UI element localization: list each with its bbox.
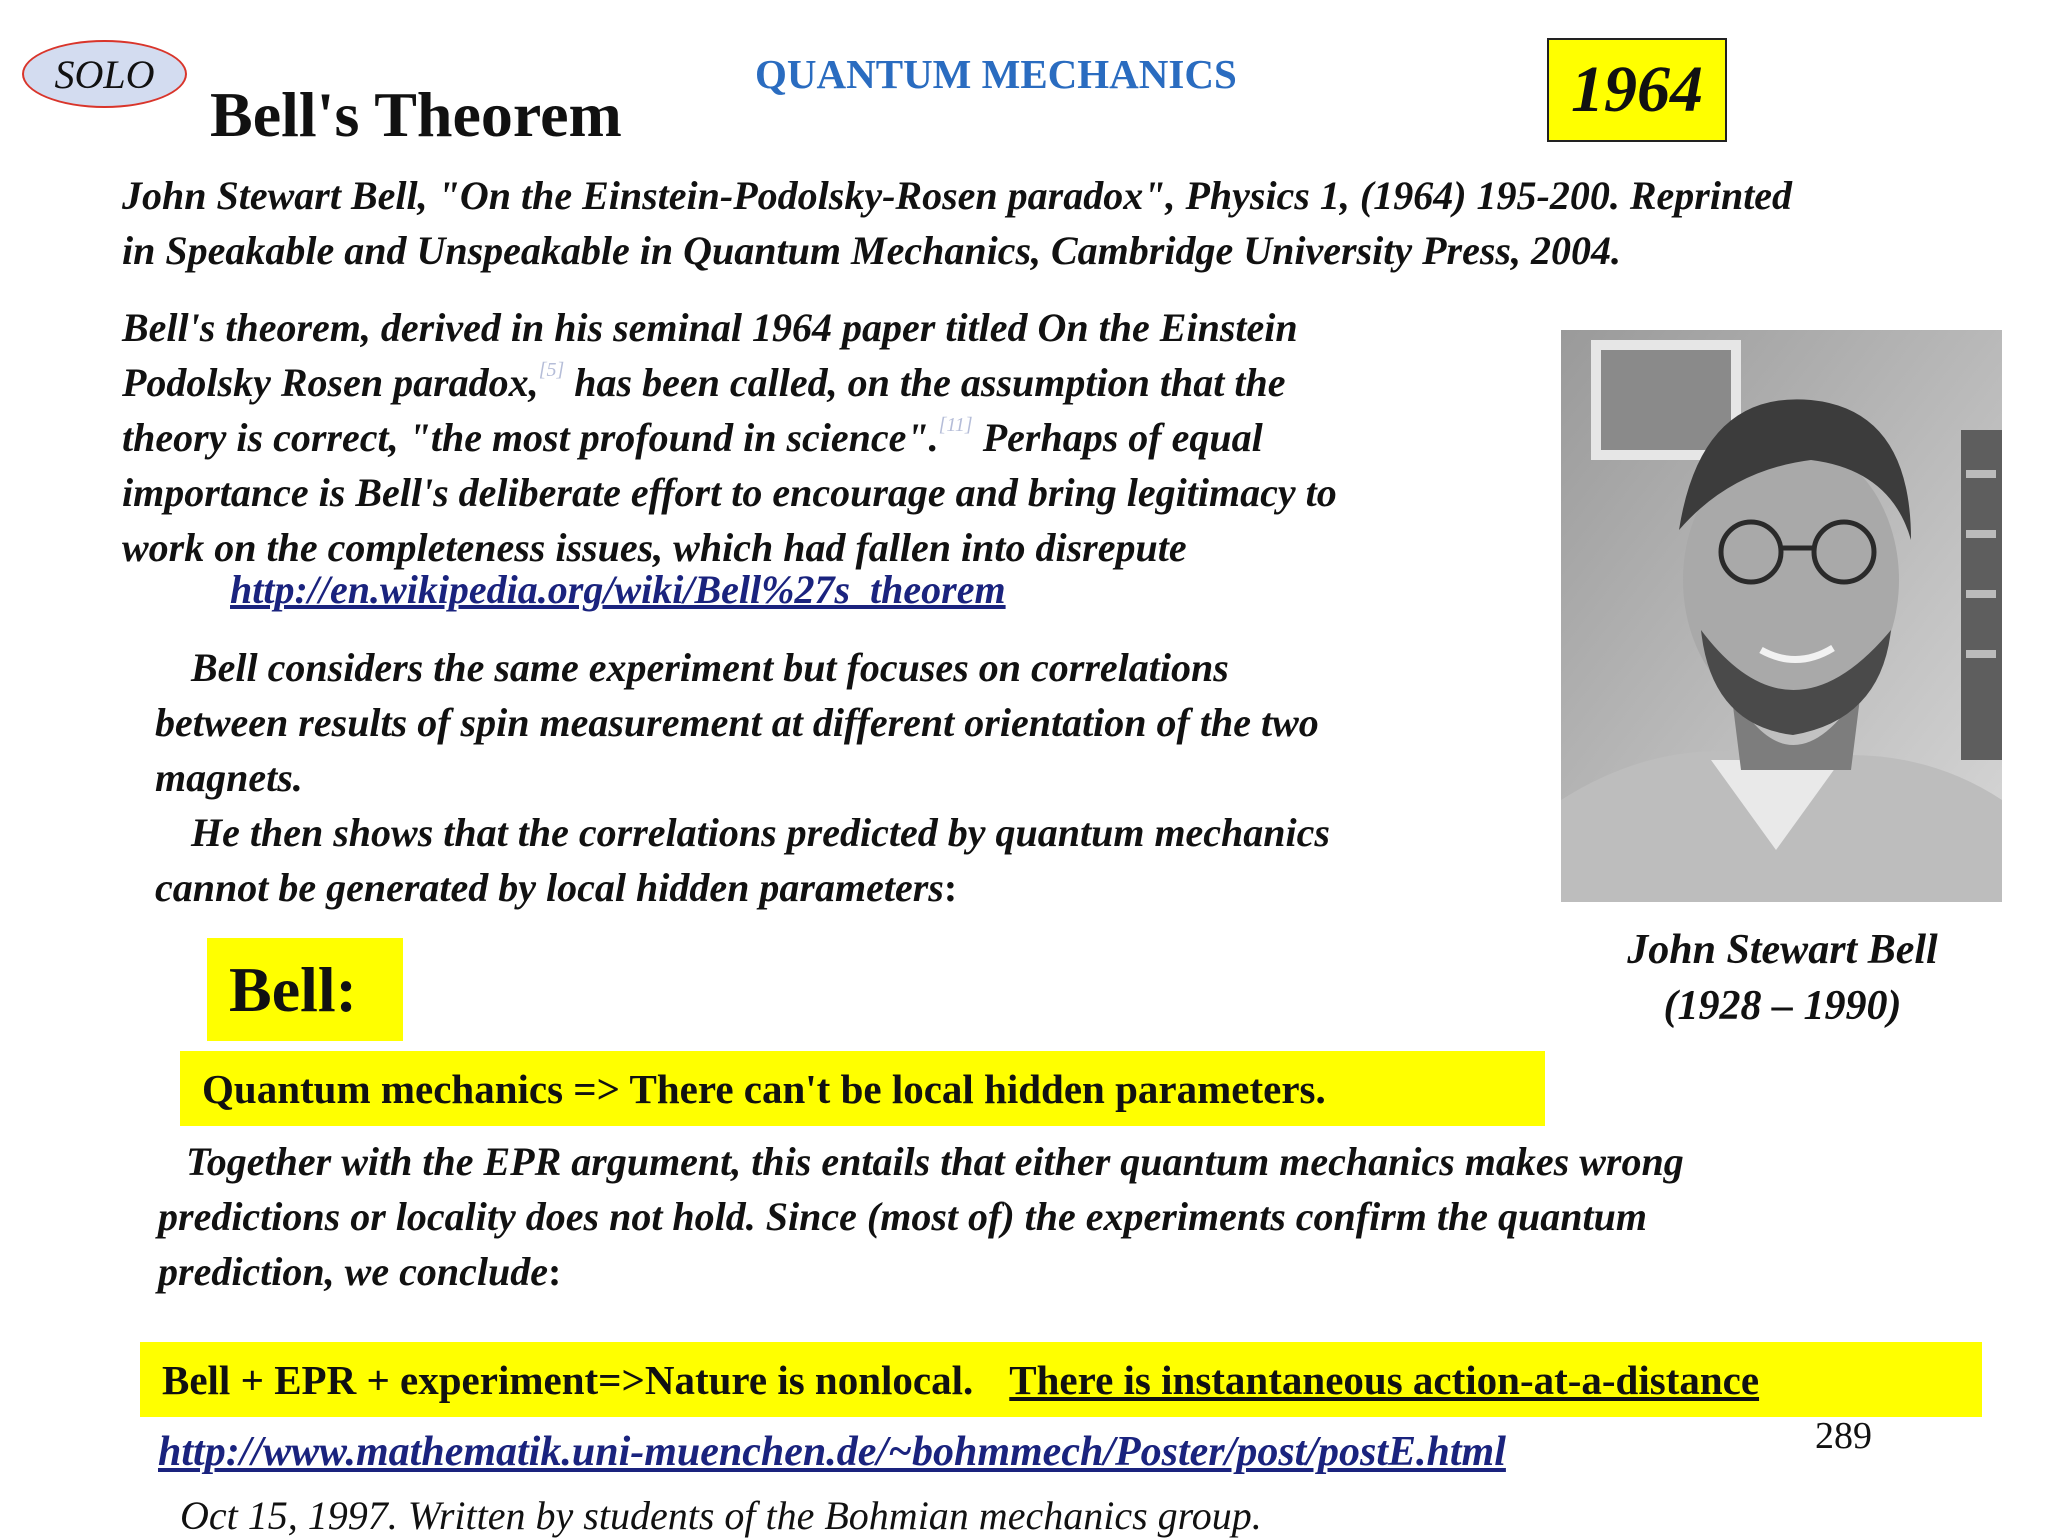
wiki-line-3-b: Perhaps of equal xyxy=(972,415,1263,460)
wikipedia-link[interactable]: http://en.wikipedia.org/wiki/Bell%27s_theorem xyxy=(230,567,1006,612)
para3-line-1: Together with the EPR argument, this entails that either quantum mechanics makes wrong xyxy=(186,1139,1684,1184)
quantum-statement: Quantum mechanics => There can't be local hidden parameters. xyxy=(202,1065,1326,1112)
bell-label-box xyxy=(207,938,403,1041)
wiki-line-2 xyxy=(122,355,1562,410)
reference-5[interactable]: [5] xyxy=(538,359,565,381)
page-number: 289 xyxy=(1815,1415,1872,1457)
conclusion-part-2: There is instantaneous action-at-a-distance xyxy=(1009,1356,1760,1403)
para2-line-1: Bell considers the same experiment but focuses on correlations xyxy=(191,645,1229,690)
solo-badge xyxy=(22,40,187,108)
solo-label: SOLO xyxy=(54,51,155,97)
para2-line-5-text: cannot be generated by local hidden parameters xyxy=(155,865,944,910)
conclusion-part-1: Bell + EPR + experiment=>Nature is nonlocal. xyxy=(162,1356,974,1403)
para2-line-5 xyxy=(155,860,1555,915)
conclusion-box xyxy=(140,1342,1982,1417)
wiki-line-1: Bell's theorem, derived in his seminal 1964 paper titled On the Einstein xyxy=(122,305,1298,350)
quantum-statement-box xyxy=(180,1051,1545,1126)
slide-title: Bell's Theorem xyxy=(210,79,622,150)
caption-dates: (1928 – 1990) xyxy=(1663,983,1902,1029)
para2-line-4: He then shows that the correlations predicted by quantum mechanics xyxy=(191,810,1330,855)
para3-line-3-colon: : xyxy=(547,1249,562,1294)
para2-line-5-colon: : xyxy=(943,865,958,910)
portrait-photo xyxy=(1561,330,2002,902)
para3-line-3 xyxy=(158,1244,2018,1299)
wiki-line-5: work on the completeness issues, which had fallen into disrepute xyxy=(122,525,1187,570)
paragraph-epr xyxy=(158,1134,2018,1299)
year-box xyxy=(1547,38,1727,142)
wiki-line-4: importance is Bell's deliberate effort to encourage and bring legitimacy to xyxy=(122,470,1337,515)
wiki-paragraph xyxy=(122,300,1562,575)
citation-line-2: in Speakable and Unspeakable in Quantum Mechanics, Cambridge University Press, 2004. xyxy=(122,228,1621,273)
section-header: QUANTUM MECHANICS xyxy=(755,51,1237,97)
wiki-line-2-a: Podolsky Rosen paradox, xyxy=(122,360,539,405)
footer-note: Oct 15, 1997. Written by students of the Bohmian mechanics group. xyxy=(180,1493,1262,1538)
paragraph-correlations xyxy=(155,640,1555,915)
wiki-line-3-a: theory is correct, "the most profound in science". xyxy=(122,415,939,460)
year-label: 1964 xyxy=(1571,53,1703,126)
wiki-line-3 xyxy=(122,410,1562,465)
photo-caption xyxy=(1560,922,2005,1034)
wiki-line-2-b: has been called, on the assumption that the xyxy=(564,360,1286,405)
para2-line-3: magnets. xyxy=(155,755,303,800)
bell-label: Bell: xyxy=(229,953,357,1025)
portrait-image xyxy=(1561,330,2002,902)
para3-line-2: predictions or locality does not hold. Since (most of) the experiments confirm the quantum xyxy=(158,1194,1647,1239)
para3-line-3-text: prediction, we conclude xyxy=(158,1249,548,1294)
para2-line-2: between results of spin measurement at different orientation of the two xyxy=(155,700,1319,745)
caption-name: John Stewart Bell xyxy=(1627,927,1938,973)
citation xyxy=(122,168,2042,278)
citation-line-1: John Stewart Bell, "On the Einstein-Podolsky-Rosen paradox", Physics 1, (1964) 195-200. Reprinted xyxy=(122,173,1793,218)
source-link[interactable]: http://www.mathematik.uni-muenchen.de/~bohmmech/Poster/post/postE.html xyxy=(158,1429,1506,1475)
reference-11[interactable]: [11] xyxy=(938,414,973,436)
